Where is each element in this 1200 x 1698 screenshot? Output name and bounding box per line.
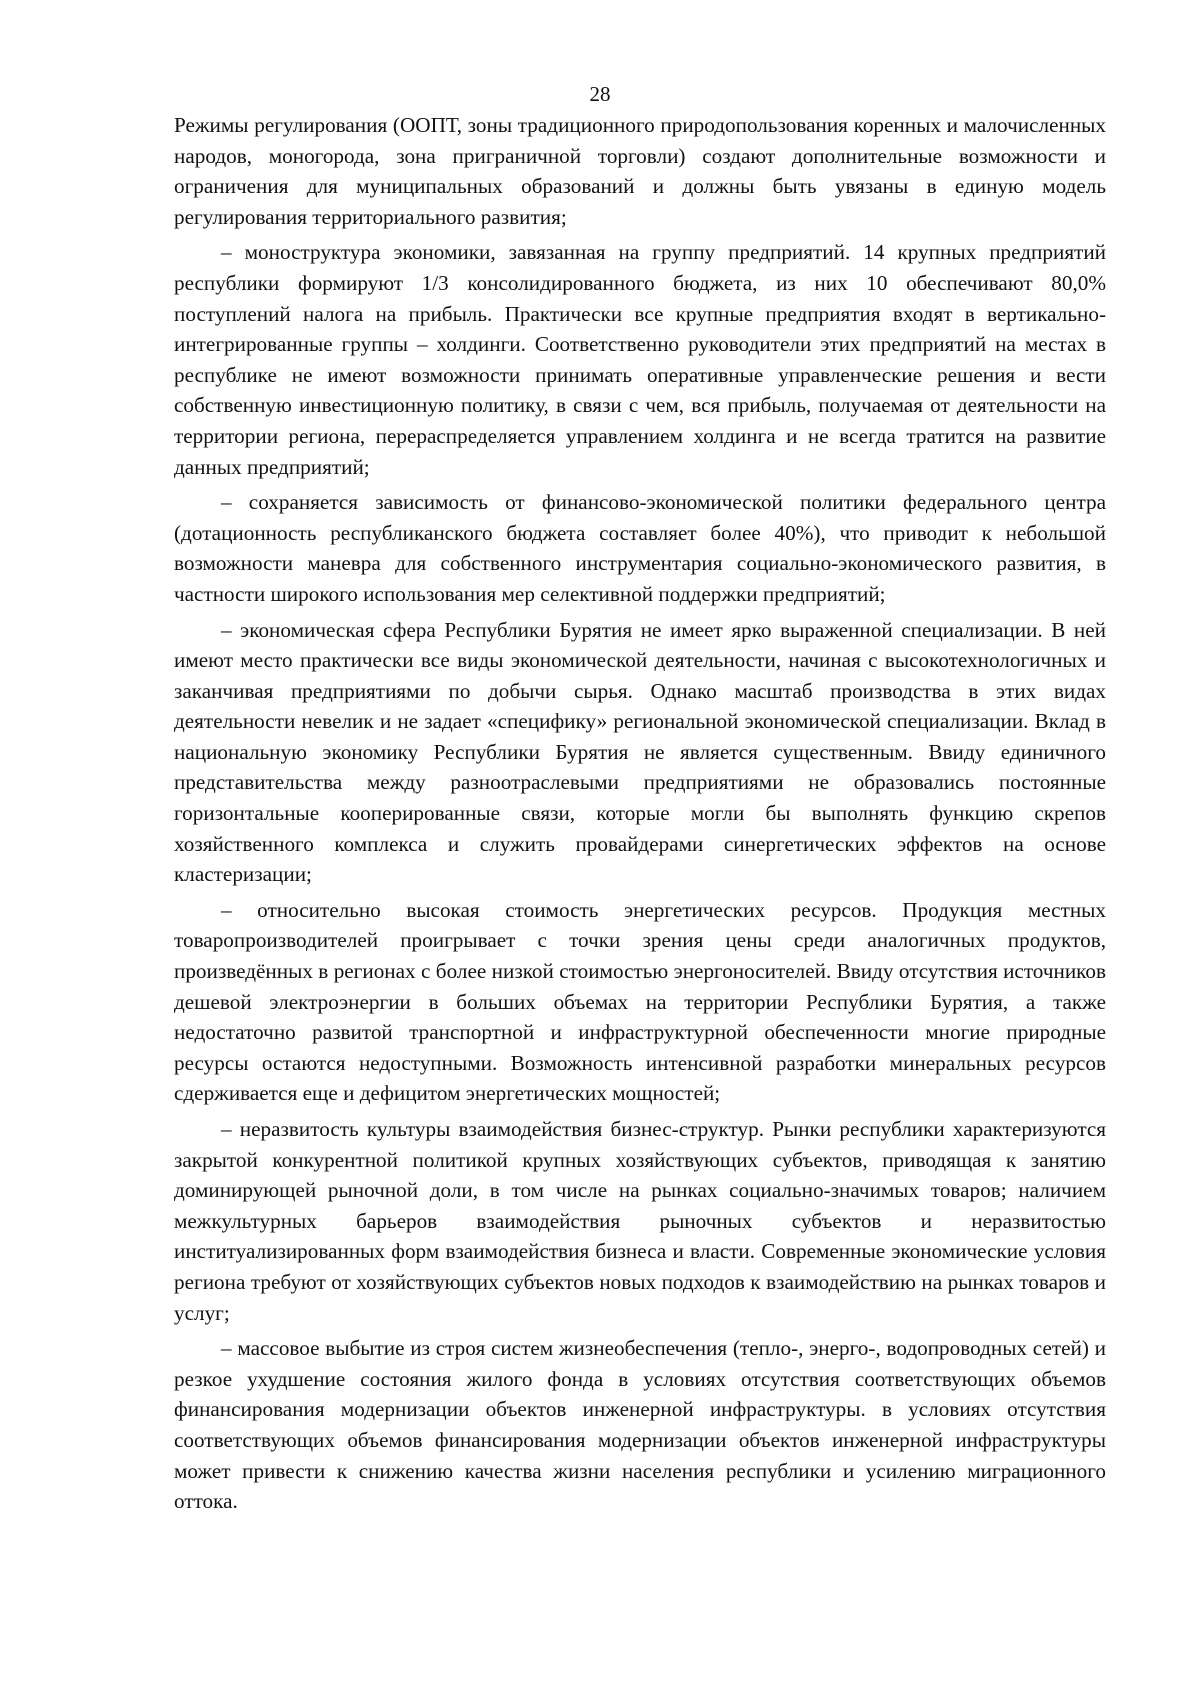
paragraph-list-item: – сохраняется зависимость от финансово-экономической политики федерального центра (дотационность республиканского бюджета составляет более 40%), что приводит к небольшой возможности маневра для собственного инструментария социально-экономического развития, в частности широкого использования мер селективной поддержки предприятий; (174, 490, 1106, 606)
page-number: 28 (589, 82, 611, 106)
paragraph-list-item: – массовое выбытие из строя систем жизнеобеспечения (тепло-, энерго-, водопроводных сетей) и резкое ухудшение состояния жилого фонда в условиях отсутствия соответствующих объемов финансирования модернизации объектов инженерной инфраструктуры. в условиях отсутствия соответствующих объемов финансирования модернизации объектов инженерной инфраструктуры может привести к снижению качества жизни населения республики и усилению миграционного оттока. (174, 1336, 1106, 1514)
paragraph-intro: Режимы регулирования (ООПТ, зоны традиционного природопользования коренных и малочисленных народов, моногорода, зона приграничной торговли) создают дополнительные возможности и ограничения для муниципальных образований и должны быть увязаны в единую модель регулирования территориального развития; (174, 113, 1106, 229)
paragraph-list-item: – моноструктура экономики, завязанная на группу предприятий. 14 крупных предприятий республики формируют 1/3 консолидированного бюджета, из них 10 обеспечивают 80,0% поступлений налога на прибыль. Практически все крупные предприятия входят в вертикально-интегрированные группы – холдинги. Соответственно руководители этих предприятий на местах в республике не имеют возможности принимать оперативные управленческие решения и вести собственную инвестиционную политику, в связи с чем, вся прибыль, получаемая от деятельности на территории региона, перераспределяется управлением холдинга и не всегда тратится на развитие данных предприятий; (174, 240, 1106, 479)
paragraph-list-item: – относительно высокая стоимость энергетических ресурсов. Продукция местных товаропроизводителей проигрывает с точки зрения цены среди аналогичных продуктов, произведённых в регионах с более низкой стоимостью энергоносителей. Ввиду отсутствия источников дешевой электроэнергии в больших объемах на территории Республики Бурятия, а также недостаточно развитой транспортной и инфраструктурной обеспеченности многие природные ресурсы остаются недоступными. Возможность интенсивной разработки минеральных ресурсов сдерживается еще и дефицитом энергетических мощностей; (174, 897, 1106, 1106)
paragraph-list-item: – неразвитость культуры взаимодействия бизнес-структур. Рынки республики характеризуются закрытой конкурентной политикой крупных хозяйствующих субъектов, приводящая к занятию доминирующей рыночной доли, в том числе на рынках социально-значимых товаров; наличием межкультурных барьеров взаимодействия рыночных субъектов и неразвитостью институализированных форм взаимодействия бизнеса и власти. Современные экономические условия региона требуют от хозяйствующих субъектов новых подходов к взаимодействию на рынках товаров и услуг; (174, 1117, 1106, 1325)
paragraph-list-item: – экономическая сфера Республики Бурятия не имеет ярко выраженной специализации. В ней имеют место практически все виды экономической деятельности, начиная с высокотехнологичных и заканчивая предприятиями по добычи сырья. Однако масштаб производства в этих видах деятельности невелик и не задает «специфику» региональной экономической специализации. Вклад в национальную экономику Республики Бурятия не является существенным. Ввиду единичного представительства между разноотраслевыми предприятиями не образовались постоянные горизонтальные кооперированные связи, которые могли бы выполнять функцию скрепов хозяйственного комплекса и служить провайдерами синергетических эффектов на основе кластеризации; (174, 617, 1106, 887)
body-text (174, 110, 1106, 1522)
